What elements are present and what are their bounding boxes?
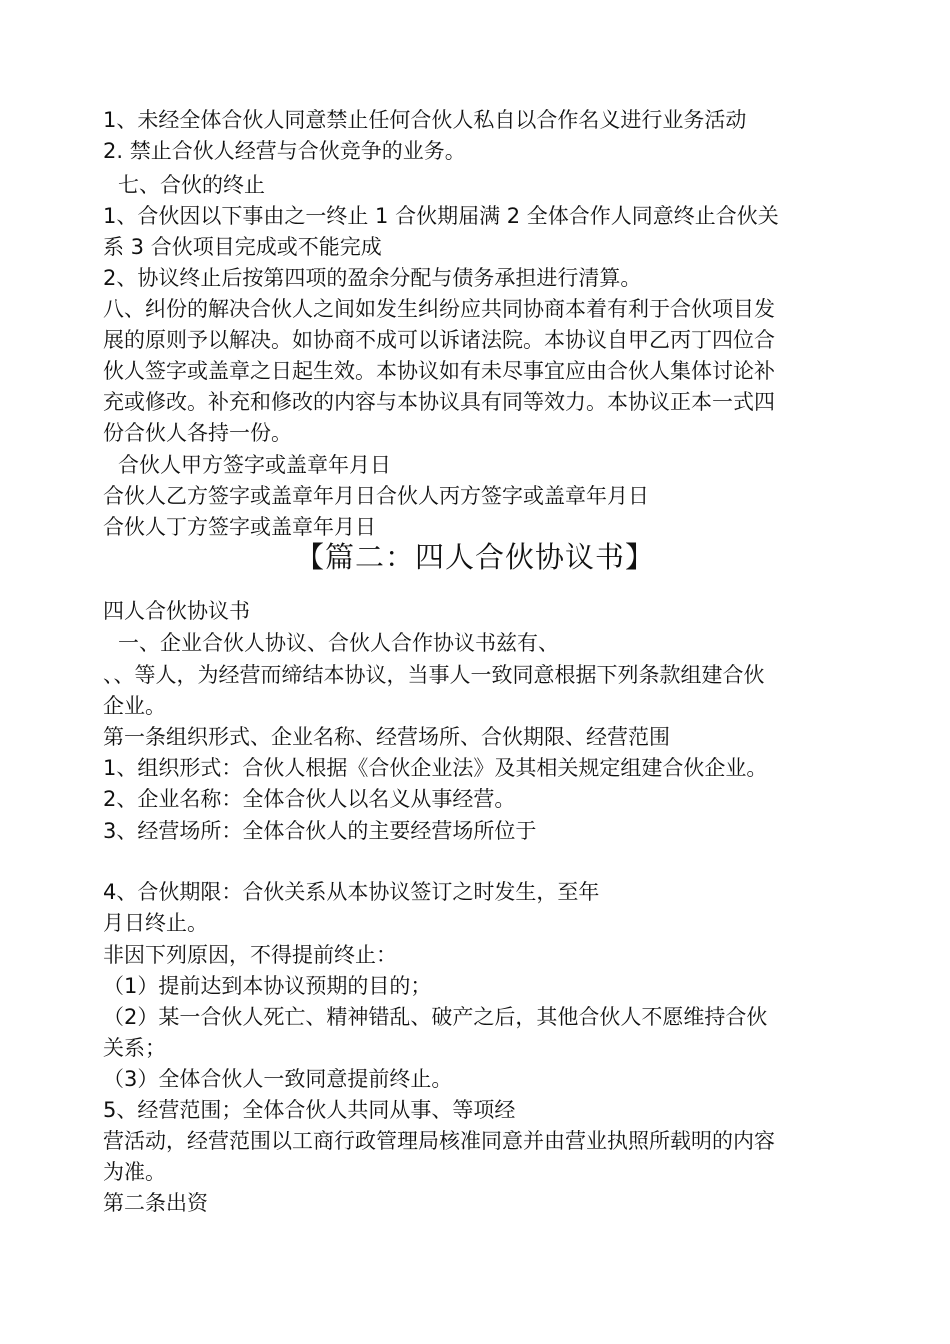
text-line: 2、企业名称：全体合伙人以名义从事经营。 [103, 787, 516, 811]
section-heading: 七、合伙的终止 [118, 173, 265, 197]
text-line: 营活动，经营范围以工商行政管理局核准同意并由营业执照所载明的内容 [103, 1129, 775, 1153]
signature-line: 合伙人乙方签字或盖章年月日合伙人丙方签字或盖章年月日 [103, 484, 649, 508]
text-line: 1、未经全体合伙人同意禁止任何合伙人私自以合作名义进行业务活动 [103, 108, 747, 132]
text-line: 2. 禁止合伙人经营与合伙竞争的业务。 [103, 139, 466, 163]
text-line: 为准。 [103, 1160, 166, 1184]
text-line: 关系； [103, 1036, 166, 1060]
text-line: 系 3 合伙项目完成或不能完成 [103, 235, 382, 259]
text-line: 月日终止。 [103, 911, 208, 935]
text-line: 非因下列原因，不得提前终止： [103, 943, 397, 967]
text-line: 份合伙人各持一份。 [103, 421, 292, 445]
list-item: （2）某一合伙人死亡、精神错乱、破产之后，其他合伙人不愿维持合伙 [103, 1005, 768, 1029]
article-heading: 第一条组织形式、企业名称、经营场所、合伙期限、经营范围 [103, 725, 670, 749]
section-title: 【篇二：四人合伙协议书】 [294, 540, 655, 574]
text-line: 一、企业合伙人协议、合伙人合作协议书兹有、 [118, 631, 559, 655]
text-line: 伙人签字或盖章之日起生效。本协议如有未尽事宜应由合伙人集体讨论补 [103, 359, 775, 383]
text-line: 、、等人，为经营而缔结本协议，当事人一致同意根据下列条款组建合伙 [103, 663, 765, 687]
text-line: 八、纠份的解决合伙人之间如发生纠纷应共同协商本着有利于合伙项目发 [103, 297, 775, 321]
text-line: 2、协议终止后按第四项的盈余分配与债务承担进行清算。 [103, 266, 642, 290]
list-item: （1）提前达到本协议预期的目的； [103, 974, 432, 998]
signature-line: 合伙人丁方签字或盖章年月日 [103, 515, 376, 539]
text-line: 3、经营场所：全体合伙人的主要经营场所位于 [103, 819, 537, 843]
list-item: （3）全体合伙人一致同意提前终止。 [103, 1067, 453, 1091]
signature-line: 合伙人甲方签字或盖章年月日 [118, 453, 391, 477]
text-line: 5、经营范围；全体合伙人共同从事、等项经 [103, 1098, 516, 1122]
text-line: 充或修改。补充和修改的内容与本协议具有同等效力。本协议正本一式四 [103, 390, 775, 414]
text-line: 展的原则予以解决。如协商不成可以诉诸法院。本协议自甲乙丙丁四位合 [103, 328, 775, 352]
document-title: 四人合伙协议书 [103, 599, 250, 623]
text-line: 1、组织形式：合伙人根据《合伙企业法》及其相关规定组建合伙企业。 [103, 756, 768, 780]
text-line: 1、合伙因以下事由之一终止 1 合伙期届满 2 全体合作人同意终止合伙关 [103, 204, 779, 228]
text-line: 企业。 [103, 694, 166, 718]
article-heading: 第二条出资 [103, 1191, 208, 1215]
text-line: 4、合伙期限：合伙关系从本协议签订之时发生，至年 [103, 880, 600, 904]
